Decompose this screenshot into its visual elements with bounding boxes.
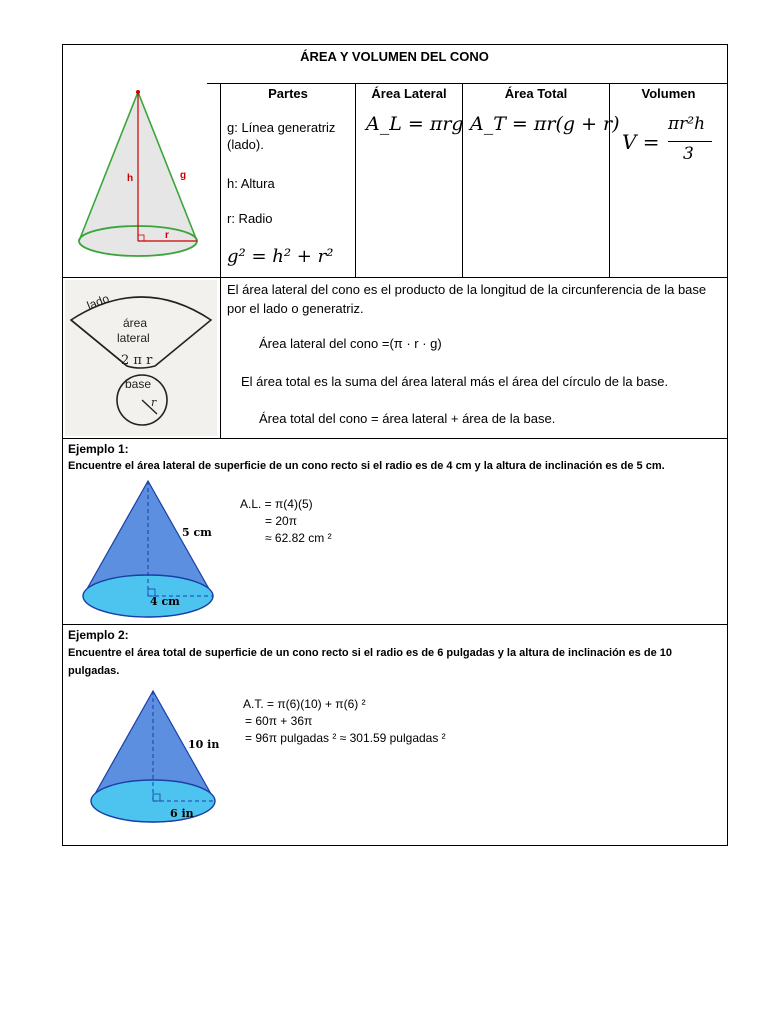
cone-label-r: r bbox=[165, 230, 169, 241]
header-volume: Volumen bbox=[641, 86, 696, 101]
example1-title: Ejemplo 1: bbox=[68, 442, 129, 456]
header-total: Área Total bbox=[504, 86, 568, 101]
header-parts: Partes bbox=[268, 86, 308, 101]
part-h: h: Altura bbox=[227, 176, 275, 191]
formula-volume-num: πr²h bbox=[668, 114, 706, 134]
example2-label-radius: 6 in bbox=[170, 807, 194, 820]
example2-prompt: Encuentre el área total de superficie de un cono recto si el radio es de 6 pulgadas y la altura de inclinación es de 10 pulgadas. bbox=[68, 647, 672, 677]
cone-net-diagram bbox=[65, 280, 217, 436]
formula-volume-lhs: V = bbox=[622, 130, 660, 154]
formula-total: A_T = πr(g + r) bbox=[470, 113, 620, 135]
part-g: g: Línea generatriz (lado). bbox=[227, 120, 336, 152]
explanation-total: El área total es la suma del área lateral más el área del círculo de la base. bbox=[241, 374, 669, 389]
cone-label-h: h bbox=[127, 173, 134, 184]
header-lateral: Área Lateral bbox=[371, 86, 447, 101]
net-label-base: base bbox=[125, 377, 152, 391]
explanation-lateral: El área lateral del cono es el producto de la longitud de la circunferencia de la base por el lado o generatriz. bbox=[227, 282, 707, 316]
net-label-area2: lateral bbox=[117, 331, 150, 345]
net-label-lado: lado bbox=[84, 291, 112, 313]
net-label-circ: 2 π r bbox=[121, 353, 153, 368]
net-label-r: r bbox=[151, 396, 157, 409]
example1-step1: A.L. = π(4)(5) bbox=[240, 497, 313, 511]
example1-label-radius: 4 cm bbox=[150, 595, 180, 608]
explanation-lateral-formula: Área lateral del cono =(π · r · g) bbox=[259, 336, 442, 351]
example2-label-side: 10 in bbox=[188, 738, 220, 751]
example2-step2: = 60π + 36π bbox=[245, 714, 313, 728]
example1-prompt: Encuentre el área lateral de superficie de un cono recto si el radio es de 4 cm y la altura de inclinación es de 5 cm. bbox=[68, 460, 665, 472]
example2-step3: = 96π pulgadas ² ≈ 301.59 pulgadas ² bbox=[245, 731, 446, 745]
explanation-total-formula: Área total del cono = área lateral + área de la base. bbox=[259, 411, 556, 426]
pythagoras-formula: g² = h² + r² bbox=[227, 246, 334, 267]
cone-diagram bbox=[72, 86, 212, 276]
example2-title: Ejemplo 2: bbox=[68, 628, 129, 642]
example2-cone bbox=[88, 688, 223, 833]
part-r: r: Radio bbox=[227, 211, 273, 226]
example2-step1: A.T. = π(6)(10) + π(6) ² bbox=[243, 697, 366, 711]
cone-label-g: g bbox=[180, 170, 187, 181]
example1-label-side: 5 cm bbox=[182, 526, 212, 539]
formula-lateral: A_L = πrg bbox=[366, 113, 464, 135]
example1-step2: = 20π bbox=[265, 514, 297, 528]
page-title: ÁREA Y VOLUMEN DEL CONO bbox=[300, 49, 489, 64]
formula-volume-den: 3 bbox=[683, 144, 694, 164]
net-label-area1: área bbox=[123, 316, 148, 330]
example1-step3: ≈ 62.82 cm ² bbox=[265, 531, 332, 545]
